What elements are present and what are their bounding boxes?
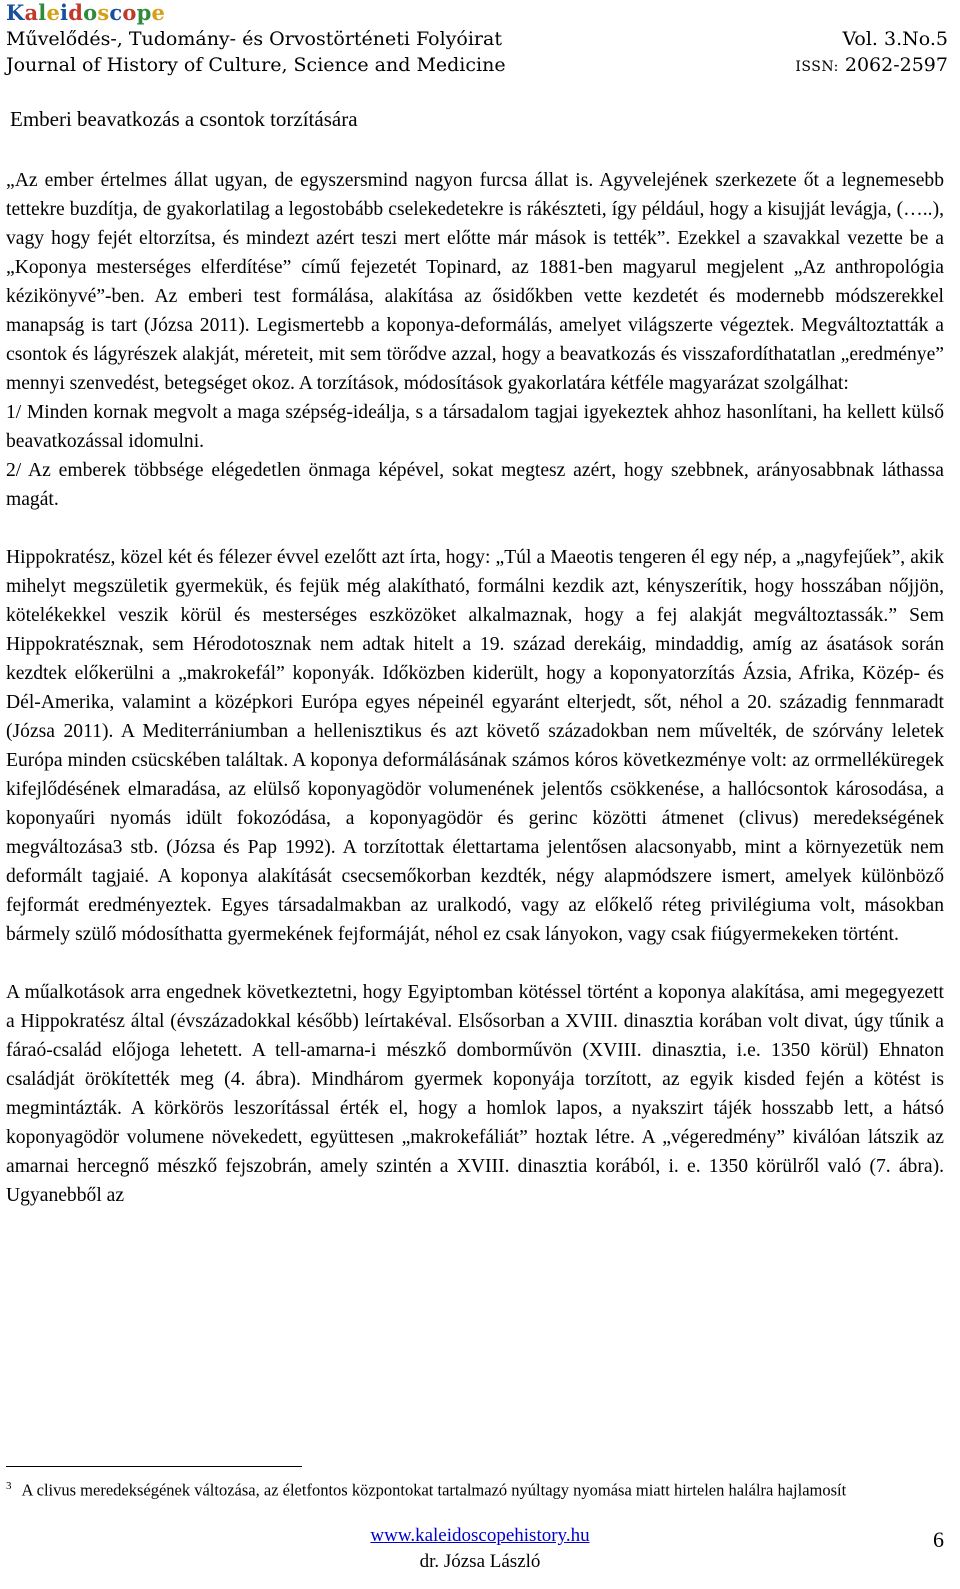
author-name: dr. Józsa László <box>419 1551 541 1572</box>
footnote-text: A clivus meredekségének változása, az életfontos központokat tartalmazó nyúltagy nyomása miatt hirtelen halálra hajlamosít <box>21 1480 847 1500</box>
footnote-number: 3 <box>6 1480 12 1492</box>
journal-logo <box>6 0 948 26</box>
journal-subtitle-hu: Művelődés-, Tudomány- és Orvostörténeti Folyóirat <box>6 28 502 50</box>
logo-letter: o <box>83 0 98 25</box>
issn-label: ISSN: <box>795 59 839 75</box>
page-number: 6 <box>933 1527 944 1552</box>
logo-letter: e <box>151 0 166 25</box>
paragraph-list-2: 2/ Az emberek többsége elégedetlen önmaga képével, sokat megtesz azért, hogy szebbnek, arányosabbnak láthassa magát. <box>6 460 944 510</box>
logo-letter: s <box>97 0 110 25</box>
logo-letter: d <box>68 0 84 25</box>
paragraph-list-1: 1/ Minden kornak megvolt a maga szépség-ideálja, s a társadalom tagjai igyekeztek ahhoz hasonlítani, ha kellett külső beavatkozással idomulni. <box>6 402 944 452</box>
logo-letter: l <box>38 0 47 25</box>
journal-subtitle-en: Journal of History of Culture, Science and Medicine <box>6 54 506 76</box>
issn-number: 2062-2597 <box>844 54 948 76</box>
logo-letter: p <box>136 0 152 25</box>
footnote <box>6 1474 944 1503</box>
header-row-1 <box>6 26 948 52</box>
logo-letter: i <box>60 0 69 25</box>
article-body <box>6 166 944 1210</box>
journal-header <box>6 0 948 80</box>
volume-number: Vol. 3.No.5 <box>842 28 948 50</box>
article-title: Emberi beavatkozás a csontok torzítására <box>10 107 358 131</box>
paragraph-egypt: A műalkotások arra engednek következtetni, hogy Egyiptomban kötéssel történt a koponya alakítása, ami megegyezett a Hippokratész által (évszázadokkal később) leírtakéval. Elsősorban a XVIII. dinasztia korában volt divat, úgy tűnik a fáraó-család előjoga lehetett. A tell-amarna-i mészkő domborművön (XVIII. dinasztia, i.e. 1350 körül) Ehnaton családját örökítették meg (4. ábra). Mindhárom gyermek koponyája torzított, az egyik kisded fején a kötést is megmintázták. A körkörös leszorítással érték el, hogy a homlok lapos, a nyakszirt tájék hosszabb lett, a hátsó koponyagödör volumene növekedett, együttesen „makrokefáliát” hoztak létre. A „végeredmény” kiválóan látszik az amarnai hercegnő mészkő fejszobrán, amely szintén a XVIII. dinasztia korából, i. e. 1350 körülről való (7. ábra). Ugyanebből az <box>6 982 944 1206</box>
logo-letter: K <box>6 0 25 25</box>
logo-letter: o <box>122 0 137 25</box>
website-link[interactable]: www.kaleidoscopehistory.hu <box>370 1525 590 1546</box>
footnote-divider <box>6 1466 302 1467</box>
issn <box>795 52 948 80</box>
paragraph-hippokrates: Hippokratész, közel két és félezer évvel ezelőtt azt írta, hogy: „Túl a Maeotis tengeren él egy nép, a „nagyfejűek”, akik mihelyt megszületik gyermekük, és fejük még alakítható, formálni kezdik azt, kényszerítik, hogy hosszában nőjjön, kötelékekkel veszik körül és mesterséges eszközöket alkalmaznak, hogy a fej alakját megváltoztassák.” Sem Hippokratésznak, sem Hérodotosznak nem adtak hitelt a 19. század derekáig, mindaddig, amíg az ásatások során kezdtek előkerülni a „makrokefál” koponyák. Időközben kiderült, hogy a koponyatorzítás Ázsia, Afrika, Közép- és Dél-Amerika, valamint a középkori Európa egyes népeinél egyaránt elterjedt, sőt, néhol a 20. századig fennmaradt (Józsa 2011). A Mediterrániumban a hellenisztikus és azt követő századokban nem művelték, de szórvány leletek Európa minden csücskében találtak. A koponya deformálásának számos kóros következménye volt: az orrmelléküregek kifejlődésének elmaradása, az elülső koponyagödör volumenének jelentős csökkenése, a hallócsontok károsodása, a koponyaűri nyomás idült fokozódása, a koponyagödör és gerinc közötti átmenet (clivus) meredekségének megváltozása3 stb. (Józsa és Pap 1992). A torzítottak élettartama jelentősen alacsonyabb, mint a környezetük nem deformált tagjaié. A koponya alakítását csecsemőkorban kezdték, négy alapmódszere ismert, amelyek különböző fejformát eredményeztek. Egyes társadalmakban az uralkodó, vagy az előkelő réteg privilégiuma volt, másokban bármely szülő módosíthatta gyermekének fejformáját, néhol ez csak lányokon, vagy csak fiúgyermekeken történt. <box>6 547 944 945</box>
page-footer <box>0 1523 960 1575</box>
paragraph-intro: „Az ember értelmes állat ugyan, de egyszersmind nagyon furcsa állat is. Agyvelejének szerkezete őt a legnemesebb tettekre buzdítja, de gyakorlatilag a legostobább cselekedetekre is rákészteti, így például, hogy a kisujját levágja, (…..), vagy hogy fejét eltorzítsa, és mindezt azért teszi mert előtte már mások is tették”. Ezekkel a szavakkal vezette be a „Koponya mesterséges elferdítése” című fejezetét Topinard, az 1881-ben magyarul megjelent „Az anthropológia kézikönyvé”-ben. Az emberi test formálása, alakítása az ősidőkben vette kezdetét és modernebb módszerekkel manapság is tart (Józsa 2011). Legismertebb a koponya-deformálás, amelyet világszerte végeztek. Megváltoztatták a csontok és lágyrészek alakját, méreteit, mit sem törődve azzal, hogy a beavatkozás és visszafordíthatatlan „eredménye” mennyi szenvedést, betegséget okoz. A torzítások, módosítások gyakorlatára kétféle magyarázat szolgálhat: <box>6 170 944 394</box>
logo-letter: e <box>46 0 61 25</box>
logo-letter: c <box>109 0 123 25</box>
header-row-2 <box>6 52 948 80</box>
logo-letter: a <box>24 0 39 25</box>
